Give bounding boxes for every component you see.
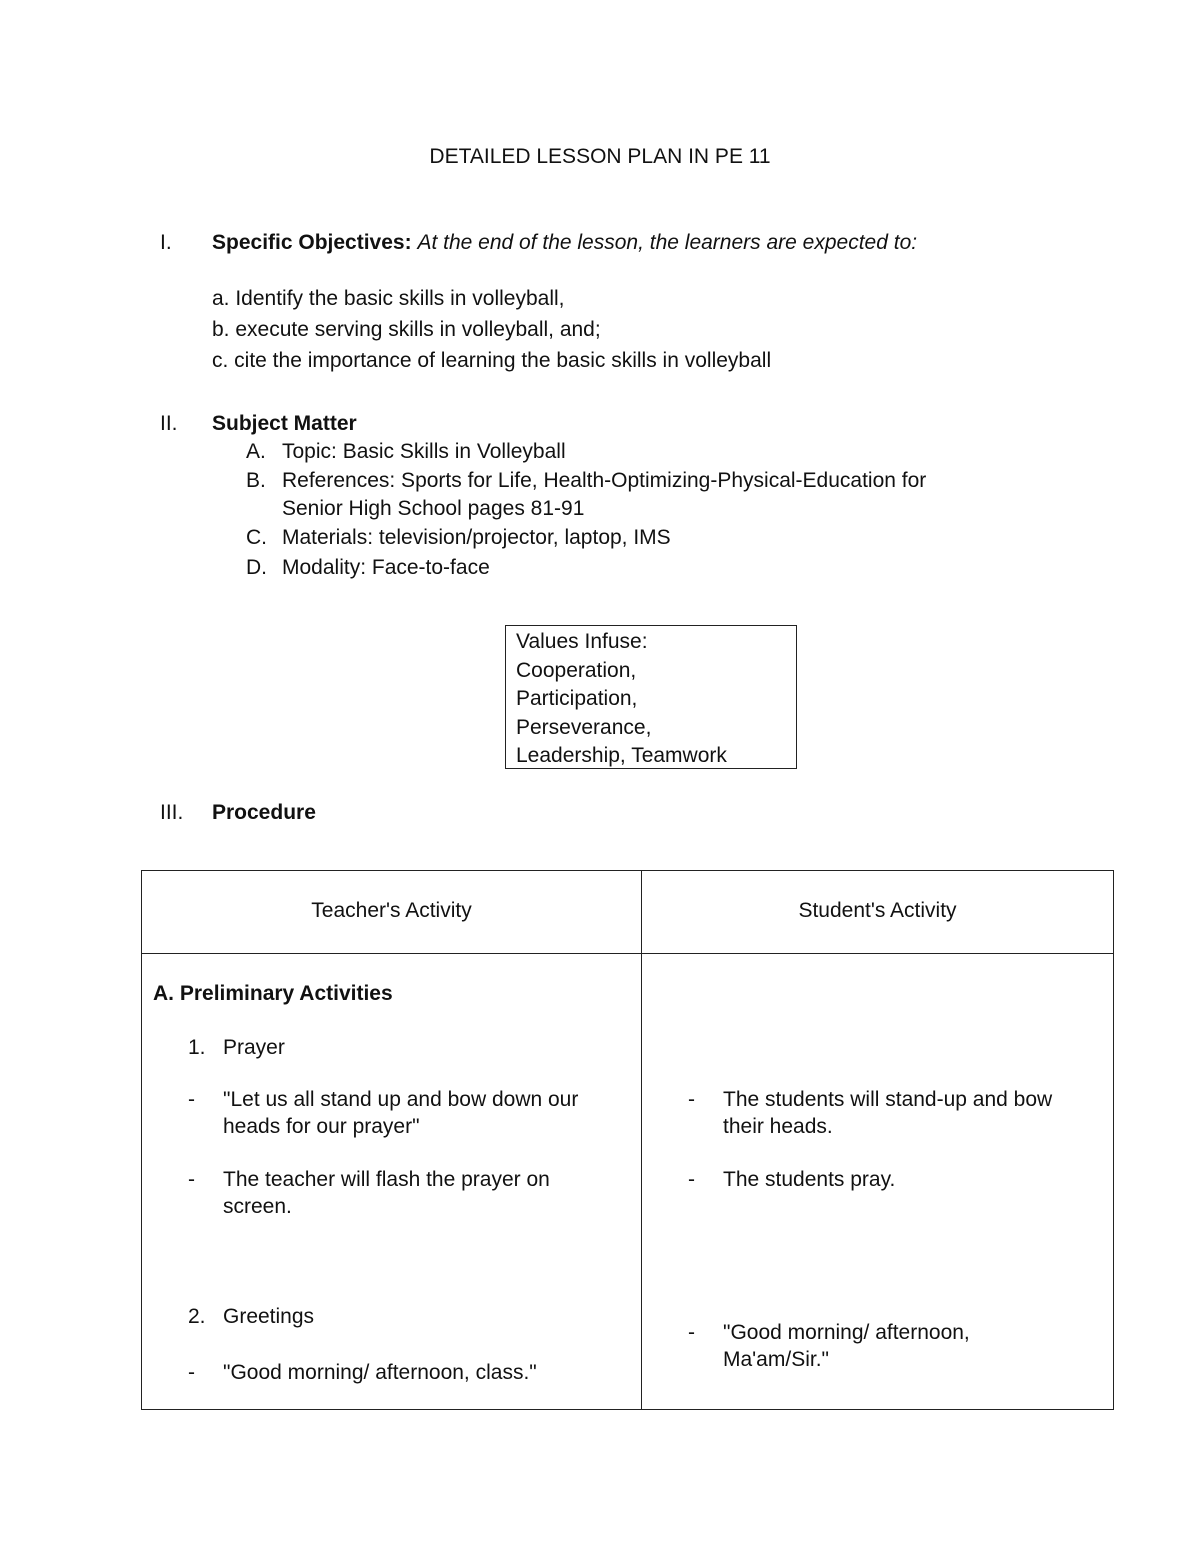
step-greetings-label: Greetings [223, 1305, 315, 1328]
dash-bullet: - [688, 1088, 695, 1111]
dash-bullet: - [188, 1168, 195, 1191]
values-line: Participation, [516, 687, 638, 710]
values-box [505, 625, 797, 769]
student-line: The students will stand-up and bow [723, 1088, 1053, 1111]
dash-bullet: - [688, 1168, 695, 1191]
step-number: 2. [188, 1305, 206, 1328]
subject-item-references-cont: Senior High School pages 81-91 [282, 497, 585, 520]
values-line: Cooperation, [516, 658, 637, 682]
table-header-divider [142, 953, 1113, 954]
page-title: DETAILED LESSON PLAN IN PE 11 [429, 145, 771, 168]
teacher-line: "Let us all stand up and bow down our [223, 1088, 579, 1111]
values-line: Leadership, Teamwork [516, 744, 727, 767]
procedure-numeral: III. [160, 801, 184, 824]
procedure-table [141, 870, 1114, 1410]
dash-bullet: - [688, 1321, 695, 1344]
table-column-divider [641, 871, 642, 1409]
values-line: Values Infuse: [516, 630, 648, 653]
objectives-intro: At the end of the lesson, the learners are expected to: [417, 231, 918, 254]
teacher-line: The teacher will flash the prayer on [223, 1168, 550, 1191]
student-line: "Good morning/ afternoon, [723, 1321, 970, 1344]
step-number: 1. [188, 1036, 206, 1059]
student-line: Ma'am/Sir." [723, 1348, 829, 1371]
values-line: Perseverance, [516, 715, 652, 739]
teacher-activity-header: Teacher's Activity [311, 899, 472, 922]
subject-item-materials: Materials: television/projector, laptop, IMS [282, 526, 671, 549]
student-activity-header: Student's Activity [798, 899, 957, 922]
subject-item-letter: A. [246, 440, 266, 463]
objectives-heading [212, 230, 917, 255]
student-line: their heads. [723, 1115, 833, 1138]
subject-item-references: References: Sports for Life, Health-Optimizing-Physical-Education for [282, 469, 927, 492]
objective-item-b: b. execute serving skills in volleyball, and; [212, 318, 601, 341]
procedure-heading: Procedure [212, 801, 316, 824]
step-prayer-label: Prayer [223, 1036, 285, 1059]
objectives-numeral: I. [160, 231, 172, 254]
subject-item-letter: B. [246, 469, 266, 492]
subject-matter-heading: Subject Matter [212, 412, 357, 435]
objective-item-c: c. cite the importance of learning the basic skills in volleyball [212, 349, 772, 372]
teacher-line: "Good morning/ afternoon, class." [223, 1361, 537, 1384]
subject-item-topic: Topic: Basic Skills in Volleyball [282, 440, 566, 463]
student-line: The students pray. [723, 1168, 896, 1191]
subject-matter-numeral: II. [160, 412, 178, 435]
subject-item-modality: Modality: Face-to-face [282, 556, 490, 579]
objectives-label: Specific Objectives: [212, 231, 412, 254]
teacher-line: screen. [223, 1195, 292, 1218]
objective-item-a: a. Identify the basic skills in volleyball, [212, 287, 565, 310]
subject-item-letter: C. [246, 526, 267, 549]
dash-bullet: - [188, 1361, 195, 1384]
section-title: A. Preliminary Activities [153, 982, 393, 1005]
teacher-line: heads for our prayer" [223, 1115, 420, 1138]
dash-bullet: - [188, 1088, 195, 1111]
subject-item-letter: D. [246, 556, 267, 579]
